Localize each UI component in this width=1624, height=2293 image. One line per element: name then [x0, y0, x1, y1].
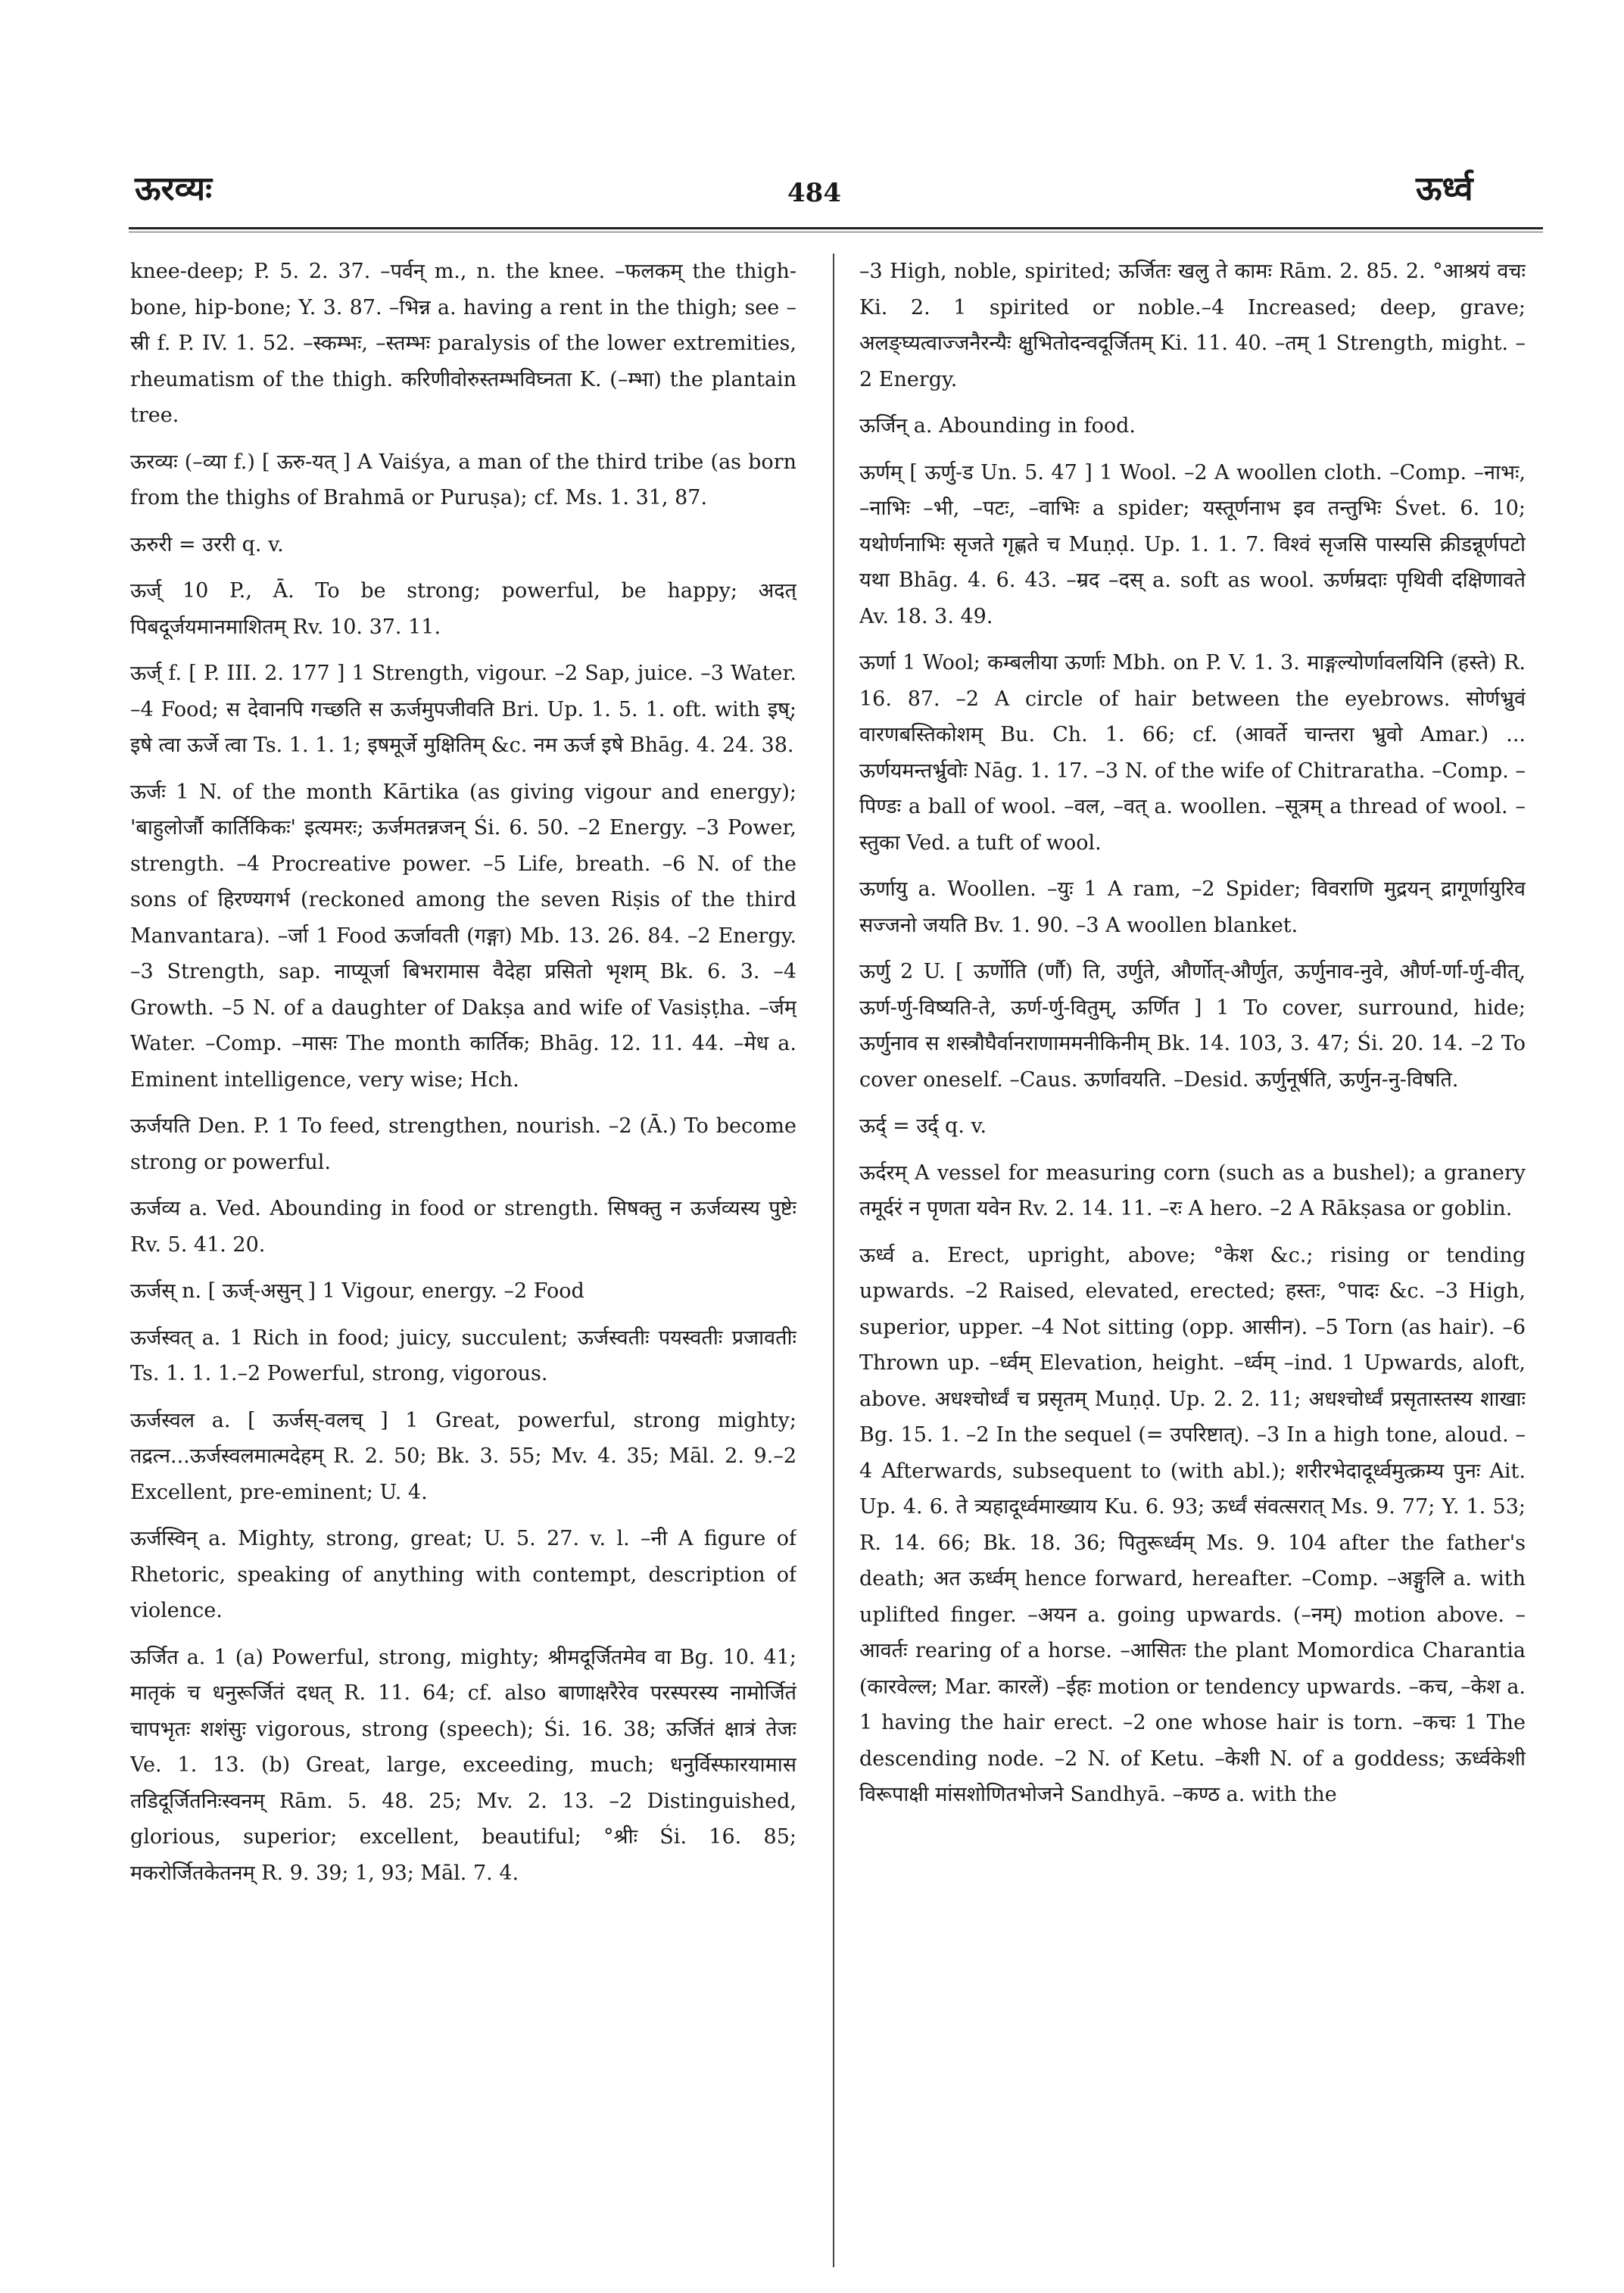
entry: ऊर्णम् [ ऊर्णु-ड Un. 5. 47 ] 1 Wool. –2 A woollen cloth. –Comp. –नाभः, –नाभिः –भी, –पटः, –वाभिः a spider; यस्तूर्णनाभ इव तन्तुभिः Śvet. 6. 10; यथोर्णनाभिः सृजते गृह्णते च Muṇḍ. Up. 1. 1. 7. विश्वं सृजसि पास्यसि क्रीडन्नूर्णपटो यथा Bhāg. 4. 6. 43. –म्रद –दस् a. soft as wool. ऊर्णम्रदाः पृथिवी दक्षिणावते Av. 18. 3. 49.	[859, 460, 1526, 628]
entry: ऊर्ज् 10 P., Ā. To be strong; powerful, be happy; अदत् पिबदूर्जयमानमाशितम् Rv. 10. 37. 11.	[130, 579, 796, 639]
entry: ऊर्द् = उर्द् q. v.	[859, 1114, 987, 1138]
entry: ऊर्जव्य a. Ved. Abounding in food or strength. सिषक्तु न ऊर्जव्यस्य पुष्टेः Rv. 5. 41. 20.	[130, 1197, 796, 1257]
entry: ऊर्णु 2 U. [ ऊर्णोति (र्णौ) ति, उर्णुते, और्णोत्-और्णुत, ऊर्णुनाव-नुवे, और्ण-र्णा-र्णु-वीत्, ऊर्ण-र्णु-विष्यति-ते, ऊर्ण-र्णु-वितुम्, ऊर्णित ] 1 To cover, surround, hide; ऊर्णुनाव स शस्त्रौघैर्वानराणाममनीकिनीम् Bk. 14. 103, 3. 47; Śi. 20. 14. –2 To cover oneself. –Caus. ऊर्णावयति. –Desid. ऊर्णुनूर्षति, ऊर्णुन-नु-विषति.	[859, 960, 1526, 1092]
entry: ऊर्ज् f. [ P. III. 2. 177 ] 1 Strength, vigour. –2 Sap, juice. –3 Water. –4 Food; स देवानपि गच्छति स ऊर्जमुपजीवति Bri. Up. 1. 5. 1. oft. with इष्; इषे त्वा ऊर्जे त्वा Ts. 1. 1. 1; इषमूर्जे मुक्षितिम् &c. नम ऊर्ज इषे Bhāg. 4. 24. 38.	[130, 662, 796, 757]
entry: ऊर्जयति Den. P. 1 To feed, strengthen, nourish. –2 (Ā.) To become strong or powerful.	[130, 1114, 796, 1174]
running-head-left: ऊरव्यः	[135, 170, 212, 208]
entry: knee-deep; P. 5. 2. 37. –पर्वन् m., n. the knee. –फलकम् the thigh-bone, hip-bone; Y. 3. 87. –भिन्न a. having a rent in the thigh; see –स्री f. P. IV. 1. 52. –स्कम्भः, –स्तम्भः paralysis of the lower extremities, rheumatism of the thigh. करिणीवोरुस्तम्भविघ्नता K. (–म्भा) the plantain tree.	[130, 260, 796, 427]
entry: ऊरव्यः (–व्या f.) [ ऊरु-यत् ] A Vaiśya, a man of the third tribe (as born from the thighs of Brahmā or Puruṣa); cf. Ms. 1. 31, 87.	[130, 450, 796, 509]
running-head-right: ऊर्ध्व	[1416, 170, 1473, 208]
entry: ऊर्णा 1 Wool; कम्बलीया ऊर्णाः Mbh. on P. V. 1. 3. माङ्गल्योर्णावलयिनि (हस्ते) R. 16. 87. –2 A circle of hair between the eyebrows. सोर्णभ्रुवं वारणबस्तिकोशम् Bu. Ch. 1. 66; cf. (आवर्ते चान्तरा भ्रुवो Amar.) ... ऊर्णयमन्तर्भ्रुवोः Nāg. 1. 17. –3 N. of the wife of Chitraratha. –Comp. –पिण्डः a ball of wool. –वल, –वत् a. woollen. –सूत्रम् a thread of wool. –स्तुका Ved. a tuft of wool.	[859, 651, 1526, 855]
entry: ऊर्जस् n. [ ऊर्ज्-असुन् ] 1 Vigour, energy. –2 Food	[130, 1279, 584, 1303]
page-number: 484	[787, 178, 841, 208]
entry: ऊर्जस्वत् a. 1 Rich in food; juicy, succulent; ऊर्जस्वतीः पयस्वतीः प्रजावतीः Ts. 1. 1. 1.–2 Powerful, strong, vigorous.	[130, 1326, 796, 1385]
header-rule	[129, 227, 1543, 229]
entry: ऊर्जित a. 1 (a) Powerful, strong, mighty; श्रीमदूर्जितमेव वा Bg. 10. 41; मातृकं च धनुरूर्जितं दधत् R. 11. 64; cf. also बाणाक्षरैरेव परस्परस्य नामोर्जितं चापभृतः शशंसुः vigorous, strong (speech); Śi. 16. 38; ऊर्जितं क्षात्रं तेजः Ve. 1. 13. (b) Great, large, exceeding, much; धनुर्विस्फारयामास तडिदूर्जितनिःस्वनम् Rām. 5. 48. 25; Mv. 2. 13. –2 Distinguished, glorious, superior; excellent, beautiful; °श्रीः Śi. 16. 85; मकरोर्जितकेतनम् R. 9. 39; 1, 93; Māl. 7. 4.	[130, 1645, 796, 1885]
entry: ऊरुरी = उररी q. v.	[130, 532, 284, 556]
left-column	[130, 254, 796, 2267]
entry: ऊर्जः 1 N. of the month Kārtika (as giving vigour and energy); 'बाहुलोर्जौ कार्तिकिकः' इत्यमरः; ऊर्जमतन्नजन् Śi. 6. 50. –2 Energy. –3 Power, strength. –4 Procreative power. –5 Life, breath. –6 N. of the sons of हिरण्यगर्भ (reckoned among the seven Riṣis of the third Manvantara). –र्जा 1 Food ऊर्जावती (गङ्गा) Mb. 13. 26. 84. –2 Energy. –3 Strength, sap. नाप्यूर्जा बिभरामास वैदेहा प्रसितो भृशम् Bk. 6. 3. –4 Growth. –5 N. of a daughter of Dakṣa and wife of Vasiṣṭha. –र्जम् Water. –Comp. –मासः The month कार्तिक; Bhāg. 12. 11. 44. –मेध a. Eminent intelligence, very wise; Hch.	[130, 780, 796, 1092]
entry: ऊर्णायु a. Woollen. –युः 1 A ram, –2 Spider; विवराणि मुद्रयन् द्रागूर्णायुरिव सज्जनो जयति Bv. 1. 90. –3 A woollen blanket.	[859, 877, 1526, 937]
right-column	[859, 254, 1526, 2267]
entry: ऊर्जस्विन् a. Mighty, strong, great; U. 5. 27. v. l. –नी A figure of Rhetoric, speaking of anything with contempt, description of violence.	[130, 1527, 796, 1622]
entry: ऊर्दरम् A vessel for measuring corn (such as a bushel); a granery तमूर्दरं न पृणता यवेन Rv. 2. 14. 11. –रः A hero. –2 A Rākṣasa or goblin.	[859, 1161, 1526, 1220]
entry: ऊर्जस्वल a. [ ऊर्जस्-वलच् ] 1 Great, powerful, strong mighty; तद्रत्न...ऊर्जस्वलमात्मदेहम् R. 2. 50; Bk. 3. 55; Mv. 4. 35; Māl. 2. 9.–2 Excellent, pre-eminent; U. 4.	[130, 1408, 796, 1504]
entry: –3 High, noble, spirited; ऊर्जितः खलु ते कामः Rām. 2. 85. 2. °आश्रयं वचः Ki. 2. 1 spirited or noble.–4 Increased; deep, grave; अलङ्घ्यत्वाज्जनैरन्यैः क्षुभितोदन्वदूर्जितम् Ki. 11. 40. –तम् 1 Strength, might. –2 Energy.	[859, 260, 1526, 391]
column-divider	[833, 254, 834, 2267]
entry: ऊर्ध्व a. Erect, upright, above; °केश &c.; rising or tending upwards. –2 Raised, elevated, erected; हस्तः, °पादः &c. –3 High, superior, upper. –4 Not sitting (opp. आसीन). –5 Torn (as hair). –6 Thrown up. –र्ध्वम् Elevation, height. –र्ध्वम् –ind. 1 Upwards, aloft, above. अधश्चोर्ध्वं च प्रसृतम् Muṇḍ. Up. 2. 2. 11; अधश्चोर्ध्वं प्रसृतास्तस्य शाखाः Bg. 15. 1. –2 In the sequel (= उपरिष्टात्). –3 In a high tone, aloud. –4 Afterwards, subsequent to (with abl.); शरीरभेदादूर्ध्वमुत्क्रम्य पुनः Ait. Up. 4. 6. ते त्र्यहादूर्ध्वमाख्याय Ku. 6. 93; ऊर्ध्वं संवत्सरात् Ms. 9. 77; Y. 1. 53; R. 14. 66; Bk. 18. 36; पितुरूर्ध्वम् Ms. 9. 104 after the father's death; अत ऊर्ध्वम् hence forward, hereafter. –Comp. –अङ्गुलि a. with uplifted finger. –अयन a. going upwards. (–नम्) motion above. –आवर्तः rearing of a horse. –आसितः the plant Momordica Charantia (कारवेल्ल; Mar. कारलें) –ईहः motion or tendency upwards. –कच, –केश a. 1 having the hair erect. –2 one whose hair is torn. –कचः 1 The descending node. –2 N. of Ketu. –केशी N. of a goddess; ऊर्ध्वकेशी विरूपाक्षी मांसशोणितभोजने Sandhyā. –कण्ठ a. with the	[859, 1243, 1526, 1806]
entry: ऊर्जिन् a. Abounding in food.	[859, 414, 1136, 438]
